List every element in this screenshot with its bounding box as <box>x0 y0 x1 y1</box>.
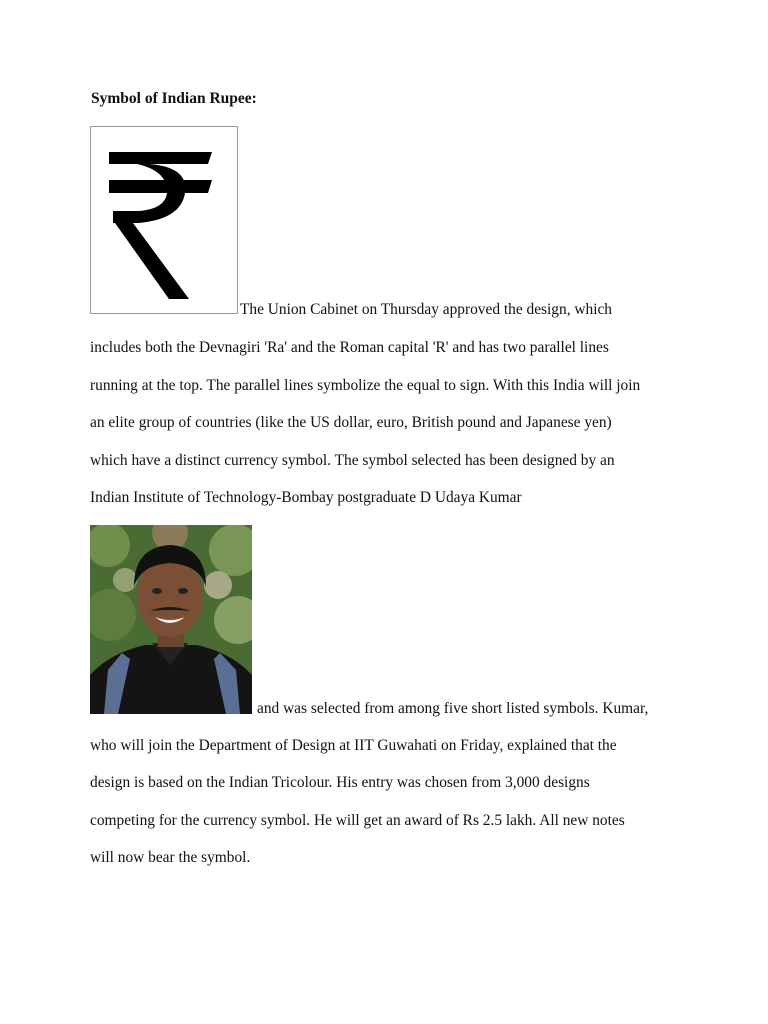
person-photo <box>90 525 252 714</box>
rupee-symbol-image <box>90 126 238 314</box>
designer-photo <box>90 525 252 714</box>
paragraph2-line-5: will now bear the symbol. <box>90 849 251 866</box>
paragraph1-line-4: an elite group of countries (like the US dollar, euro, British pound and Japanese yen) <box>90 414 612 431</box>
rupee-symbol-icon <box>91 127 237 313</box>
paragraph2-line-4: competing for the currency symbol. He will get an award of Rs 2.5 lakh. All new notes <box>90 812 625 829</box>
paragraph1-line-1: The Union Cabinet on Thursday approved the design, which <box>240 301 613 318</box>
paragraph1-line-3: running at the top. The parallel lines symbolize the equal to sign. With this India will join <box>90 377 641 394</box>
paragraph1-line-2: includes both the Devnagiri 'Ra' and the Roman capital 'R' and has two parallel lines <box>90 339 609 356</box>
document-heading: Symbol of Indian Rupee: <box>91 90 257 107</box>
paragraph2-line-3: design is based on the Indian Tricolour. His entry was chosen from 3,000 designs <box>90 774 590 791</box>
paragraph2-line-1: and was selected from among five short listed symbols. Kumar, <box>257 700 649 717</box>
paragraph1-line-5: which have a distinct currency symbol. The symbol selected has been designed by an <box>90 452 615 469</box>
paragraph2-line-2: who will join the Department of Design at IIT Guwahati on Friday, explained that the <box>90 737 617 754</box>
paragraph1-line-6: Indian Institute of Technology-Bombay postgraduate D Udaya Kumar <box>90 489 522 506</box>
